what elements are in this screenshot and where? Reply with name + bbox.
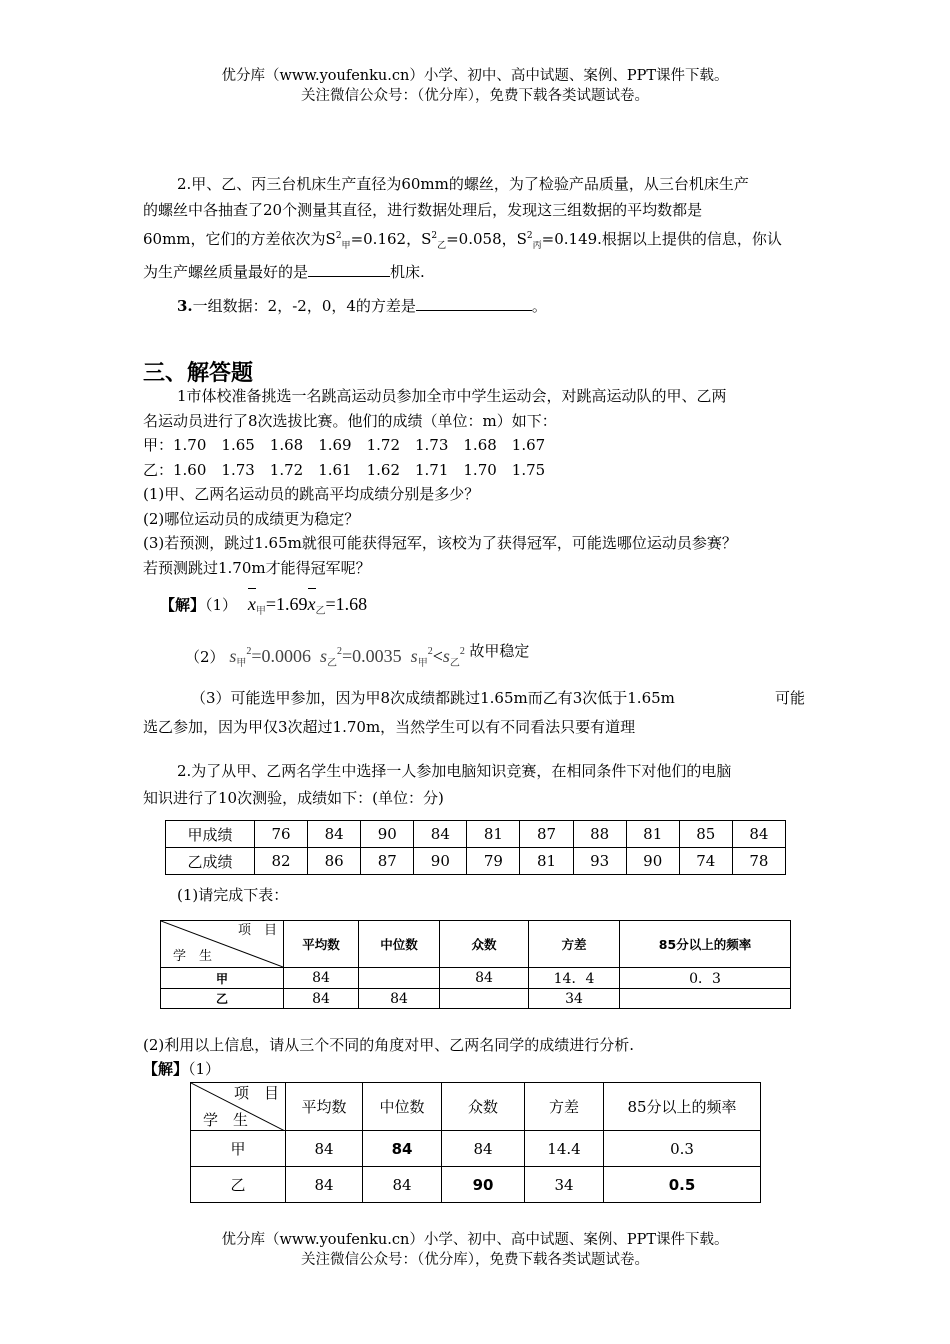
p1-line-2: 名运动员进行了8次选拔比赛。他们的成绩（单位：m）如下： — [143, 411, 557, 430]
p1-solution-1: 【解】（1） $x_甲=1.69$ $x_乙=1.68$ — [160, 594, 367, 617]
header-line-2: 关注微信公众号：（优分库），免费下载各类试题试卷。 — [301, 88, 649, 104]
table-header-row: 项 目 学 生 平均数 中位数 众数 方差 85分以上的频率 — [161, 921, 791, 968]
stats-table — [160, 920, 791, 1009]
question-2 — [143, 171, 808, 285]
table-header-row: 项 目 学 生 平均数 中位数 众数 方差 85分以上的频率 — [191, 1083, 761, 1131]
p1-jia-data: 甲：1.70 1.65 1.68 1.69 1.72 1.73 1.68 1.67 — [143, 436, 546, 454]
table-row: 甲 84 84 14．4 0．3 — [161, 968, 791, 989]
footer-line-2: 关注微信公众号：（优分库），免费下载各类试题试卷。 — [301, 1252, 649, 1268]
scores-table — [165, 820, 786, 875]
page-header — [0, 66, 950, 106]
q2-line-3: 60mm，它们的方差依次为$S^2_甲=0.162$，$S^2_乙=0.058$，$S^2_丙=0.149$.根据以上提供的信息，你认 — [143, 230, 782, 251]
diagonal-header-cell: 项 目 学 生 — [161, 921, 284, 968]
answer-blank[interactable] — [416, 294, 532, 311]
p1-line-1: 1市体校准备挑选一名跳高运动员参加全市中学生运动会，对跳高运动队的甲、乙两 — [177, 387, 727, 405]
table-row: 甲成绩 76 84 90 84 81 87 88 81 85 84 — [166, 821, 786, 848]
footer-line-1: 优分库（www.youfenku.cn）小学、初中、高中试题、案例、PPT课件下载。 — [221, 1232, 729, 1248]
q2-line-1: 2.甲、乙、丙三台机床生产直径为60mm的螺丝，为了检验产品质量，从三台机床生产 — [177, 175, 749, 193]
table-row: 甲 84 84 84 14.4 0.3 — [191, 1131, 761, 1167]
problem-2 — [143, 758, 808, 812]
header-line-1: 优分库（www.youfenku.cn）小学、初中、高中试题、案例、PPT课件下载。 — [221, 68, 729, 84]
table-row: 乙 84 84 34 — [161, 989, 791, 1009]
p2-line-2: 知识进行了10次测验，成绩如下：(单位：分) — [143, 789, 444, 807]
p1-solution-2: （2） $s_甲^2=0.0006$ $s_乙^2=0.0035$ $s_甲^2<s_乙^2$ 故甲稳定 — [185, 642, 530, 669]
table-row: 乙成绩 82 86 87 90 79 81 93 90 74 78 — [166, 848, 786, 875]
p1-question-1: (1)甲、乙两名运动员的跳高平均成绩分别是多少？ — [143, 485, 480, 503]
q2-line-4: 为生产螺丝质量最好的是 机床. — [143, 259, 808, 285]
section-title: 三、解答题 — [143, 361, 254, 386]
p2-solution-label: 【解】（1） — [143, 1060, 221, 1078]
q2-line-2: 的螺丝中各抽查了20个测量其直径，进行数据处理后，发现这三组数据的平均数都是 — [143, 201, 703, 219]
page-footer — [0, 1230, 950, 1270]
diagonal-header-cell: 项 目 学 生 — [191, 1083, 286, 1131]
answer-blank[interactable] — [308, 260, 390, 277]
p2-question-1: (1)请完成下表： — [177, 886, 289, 904]
answer-table — [190, 1082, 761, 1203]
p2-line-1: 2.为了从甲、乙两名学生中选择一人参加电脑知识竞赛，在相同条件下对他们的电脑 — [177, 762, 732, 780]
p1-solution-3: （3）可能选甲参加，因为甲8次成绩都跳过1.65m而乙有3次低于1.65m 可能 选乙参加，因为甲仅3次超过1.70m，当然学生可以有不同看法只要有道理 — [143, 689, 805, 736]
question-3: 3.一组数据：2，-2，0，4的方差是 。 — [177, 294, 547, 318]
p1-question-3a: (3)若预测，跳过1.65m就很可能获得冠军，该校为了获得冠军，可能选哪位运动员参赛？ — [143, 534, 737, 552]
p1-question-3b: 若预测跳过1.70m才能得冠军呢？ — [143, 558, 371, 577]
p1-yi-data: 乙：1.60 1.73 1.72 1.61 1.62 1.71 1.70 1.75 — [143, 460, 546, 479]
problem-1 — [143, 384, 808, 580]
table-row: 乙 84 84 90 34 0.5 — [191, 1167, 761, 1203]
p1-question-2: (2)哪位运动员的成绩更为稳定？ — [143, 509, 360, 528]
p2-question-2: (2)利用以上信息，请从三个不同的角度对甲、乙两名同学的成绩进行分析. — [143, 1036, 635, 1054]
